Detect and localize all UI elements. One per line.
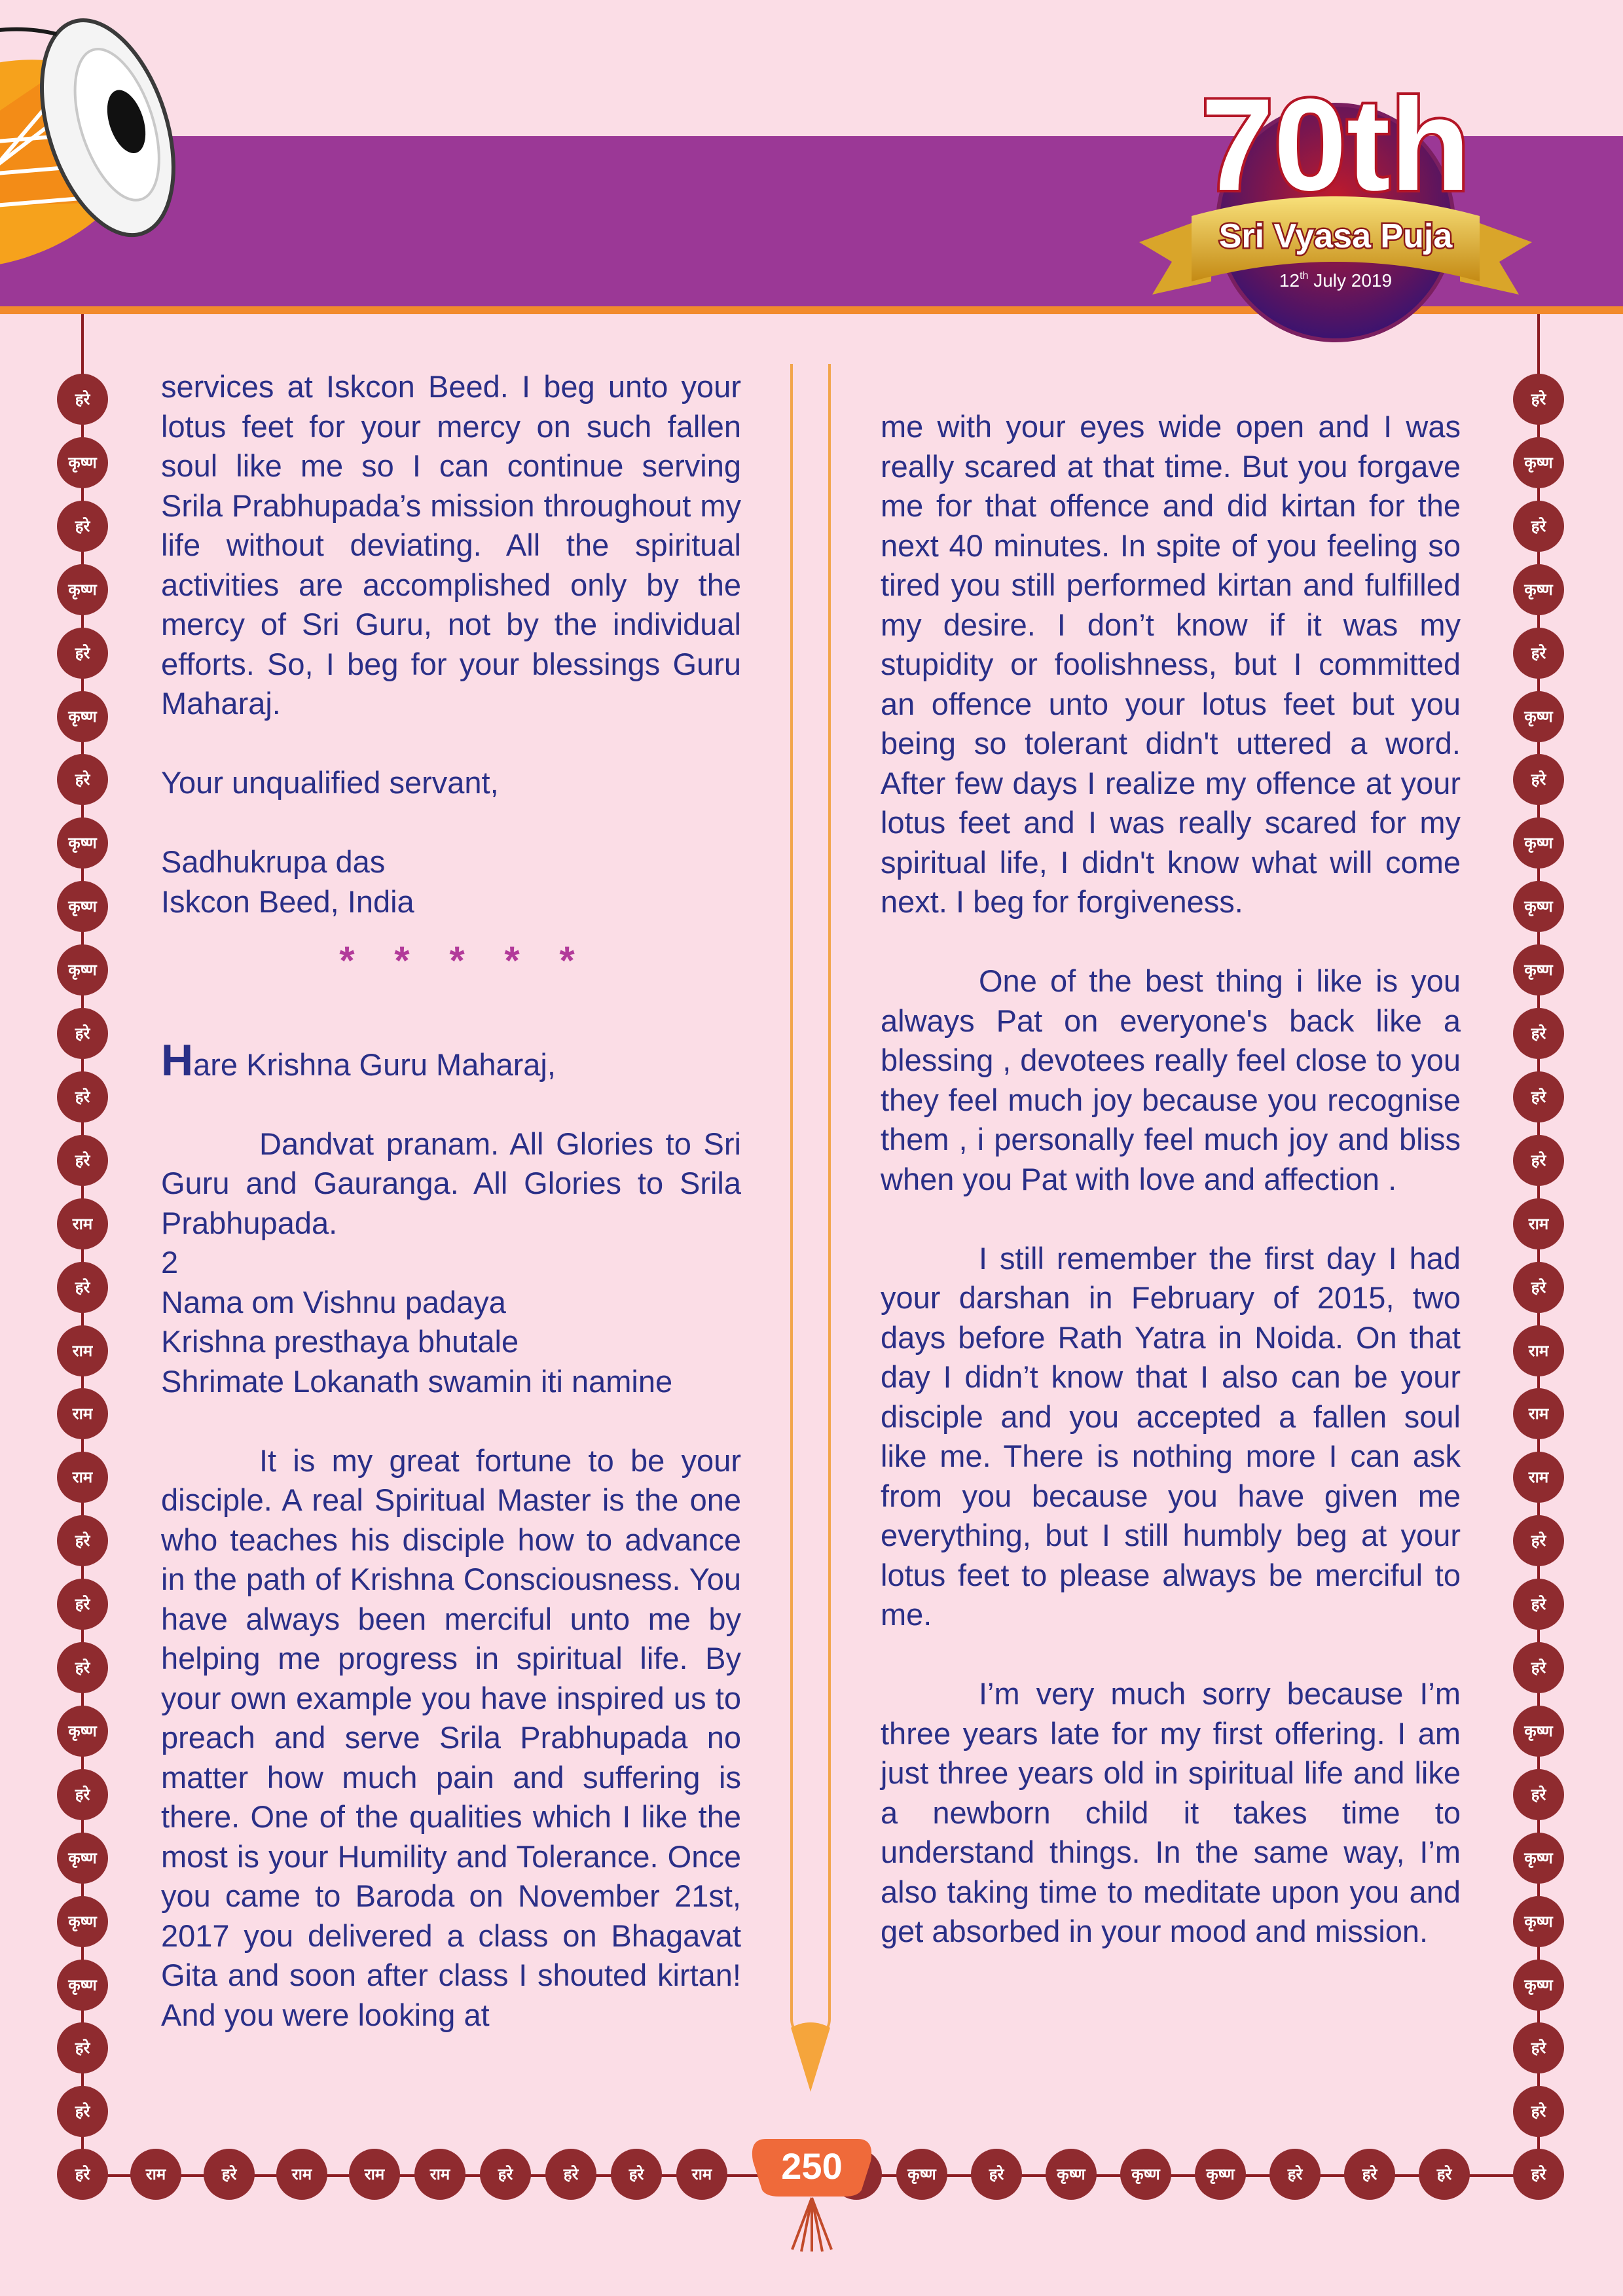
bead-label: हरे <box>75 1024 90 1043</box>
frame-bead <box>276 2149 327 2200</box>
bead-label: कृष्ण <box>68 580 97 599</box>
bead-label: हरे <box>498 2165 513 2183</box>
frame-bead <box>1269 2149 1321 2200</box>
bead-label: हरे <box>75 2039 90 2058</box>
bead-label: हरे <box>75 390 90 408</box>
frame-bead <box>1120 2149 1171 2200</box>
frame-bead <box>1195 2149 1246 2200</box>
bead-label: हरे <box>1436 2165 1452 2183</box>
frame-bead <box>1513 1833 1564 1884</box>
frame-bead <box>57 2022 108 2073</box>
frame-bead <box>1046 2149 1097 2200</box>
vyasa-puja-badge <box>1113 65 1558 353</box>
frame-bead <box>57 817 108 869</box>
right-column <box>881 407 1461 1952</box>
bead-label: हरे <box>1287 2165 1303 2183</box>
bead-label: राम <box>145 2165 166 2183</box>
frame-bead <box>57 374 108 425</box>
bead-label: हरे <box>1531 2165 1546 2183</box>
frame-bead <box>1513 1198 1564 1249</box>
bead-label: कृष्ण <box>68 1721 97 1740</box>
bead-label: हरे <box>75 1785 90 1804</box>
bead-label: कृष्ण <box>1524 1975 1553 1994</box>
bead-label: हरे <box>221 2165 237 2183</box>
frame-bead <box>57 1071 108 1122</box>
frame-bead <box>1344 2149 1395 2200</box>
bead-label: हरे <box>989 2165 1004 2183</box>
bead-label: राम <box>72 1405 93 1424</box>
bead-label: कृष्ण <box>68 1912 97 1931</box>
frame-bead <box>1513 1325 1564 1376</box>
bead-label: कृष्ण <box>1524 1912 1553 1931</box>
frame-bead <box>57 1579 108 1630</box>
frame-bead <box>1513 564 1564 615</box>
frame-bead <box>1513 628 1564 679</box>
verse-number: 2 <box>161 1245 179 1280</box>
bead-label: कृष्ण <box>1524 580 1553 599</box>
frame-bead <box>57 564 108 615</box>
section-separator: * * * * * <box>339 939 589 982</box>
bead-label: हरे <box>563 2165 579 2183</box>
frame-bead <box>57 1135 108 1186</box>
frame-bead <box>1513 2149 1564 2200</box>
bead-label: हरे <box>1531 2039 1546 2058</box>
frame-bead <box>1513 1706 1564 1757</box>
frame-bead <box>1513 1579 1564 1630</box>
bead-label: हरे <box>1531 516 1546 535</box>
bead-label: राम <box>72 1468 93 1487</box>
bead-label: हरे <box>1531 643 1546 662</box>
frame-bead <box>1513 1960 1564 2011</box>
bead-label: कृष्ण <box>68 453 97 472</box>
bead-label: कृष्ण <box>68 834 97 853</box>
frame-bead <box>57 1642 108 1693</box>
paragraph: I still remember the first day I had your darshan in February of 2015, two days before Rath Yatra in Noida. On that day I didn’t know that I also can be your disciple and you accepted a fallen soul like me. There is nothing more I can ask from you because you have given me everything, but I still humbly beg at your lotus feet to please always be merciful to me. <box>881 1240 1461 1632</box>
frame-bead <box>130 2149 181 2200</box>
frame-bead <box>57 1325 108 1376</box>
bead-label: कृष्ण <box>68 961 97 980</box>
closing-line: Your unqualified servant, <box>161 765 499 800</box>
verse-line: Krishna presthaya bhutale <box>161 1324 519 1359</box>
frame-bead <box>57 1706 108 1757</box>
bead-label: राम <box>364 2165 385 2183</box>
bead-label: कृष्ण <box>1524 1721 1553 1740</box>
frame-bead <box>57 1769 108 1820</box>
frame-bead <box>1513 1008 1564 1059</box>
bead-label: हरे <box>1531 2102 1546 2121</box>
frame-bead <box>57 1515 108 1566</box>
paragraph: It is my great fortune to be your disciple. A real Spiritual Master is the one who teaches his disciple how to advance in the path of Krishna Consciousness. You have always been merciful unto me by helping me progress in spiritual life. By your own example you have inspired us to preach and serve Srila Prabhupada no matter how much pain and suffering is there. One of the qualities which I like the most is your Humility and Tolerance. Once you came to Baroda on November 21st, 2017 you delivered a class on Bhagavat Gita and soon after class I shouted kirtan! And you were looking at <box>161 1443 741 2032</box>
frame-bead <box>57 437 108 488</box>
frame-bead <box>1513 2022 1564 2073</box>
bead-label: हरे <box>75 516 90 535</box>
frame-bead <box>57 1452 108 1503</box>
bead-label: हरे <box>1531 1659 1546 1677</box>
bead-label: हरे <box>1531 1532 1546 1551</box>
bead-label: कृष्ण <box>1524 961 1553 980</box>
frame-bead <box>57 1262 108 1313</box>
bead-label: हरे <box>1531 1151 1546 1170</box>
bead-label: हरे <box>75 2165 90 2183</box>
bead-label: राम <box>1528 1468 1549 1487</box>
frame-bead <box>57 691 108 742</box>
bead-label: राम <box>429 2165 450 2183</box>
frame-bead <box>1513 2086 1564 2137</box>
verse-line: Nama om Vishnu padaya <box>161 1284 506 1319</box>
left-column <box>161 367 741 2035</box>
bead-label: हरे <box>1531 1087 1546 1106</box>
bead-label: कृष्ण <box>1524 707 1553 726</box>
column-divider <box>790 364 831 2039</box>
bead-label: हरे <box>1531 1595 1546 1614</box>
bead-label: कृष्ण <box>68 707 97 726</box>
page-number: 250 <box>781 2145 843 2187</box>
salutation: Hare Krishna Guru Maharaj, <box>161 1035 556 1085</box>
bead-label: कृष्ण <box>1524 834 1553 853</box>
mridanga-drum-illustration <box>0 0 262 314</box>
frame-bead <box>57 2086 108 2137</box>
bead-label: कृष्ण <box>907 2165 936 2183</box>
bead-label: राम <box>72 1341 93 1360</box>
paragraph: services at Iskcon Beed. I beg unto your lotus feet for your mercy on such fallen soul like me so I can continue serving Srila Prabhupada’s mission throughout my life without deviating. All the spiritual activities are accomplished only by the mercy of Sri Guru, not by the individual efforts. So, I beg for your blessings Guru Maharaj. <box>161 369 741 721</box>
bead-label: हरे <box>1531 770 1546 789</box>
signature-name: Sadhukrupa das <box>161 844 386 879</box>
frame-bead <box>57 1388 108 1439</box>
badge-title: Sri Vyasa Puja <box>1218 217 1453 255</box>
frame-bead <box>480 2149 531 2200</box>
frame-bead <box>1513 691 1564 742</box>
frame-bead <box>57 881 108 932</box>
bead-label: कृष्ण <box>1524 1848 1553 1867</box>
bead-label: हरे <box>75 2102 90 2121</box>
bead-label: हरे <box>1362 2165 1377 2183</box>
bead-label: कृष्ण <box>68 897 97 916</box>
frame-bead <box>204 2149 255 2200</box>
frame-bead <box>57 501 108 552</box>
bead-label: हरे <box>75 1151 90 1170</box>
frame-bead <box>57 2149 108 2200</box>
bead-label: हरे <box>75 643 90 662</box>
frame-bead <box>57 628 108 679</box>
paragraph: I’m very much sorry because I’m three years late for my first offering. I am just three years old in spiritual life and like a newborn child it takes time to understand things. In the same way, I’m also taking time to meditate upon you and get absorbed in your mood and mission. <box>881 1676 1461 1948</box>
bead-label: राम <box>1528 1341 1549 1360</box>
frame-bead <box>1513 1388 1564 1439</box>
bead-label: राम <box>1528 1405 1549 1424</box>
frame-bead <box>1419 2149 1470 2200</box>
badge-number: 70th <box>1201 72 1470 218</box>
bead-label: हरे <box>1531 390 1546 408</box>
frame-bead <box>1513 1452 1564 1503</box>
divider-drop-ornament <box>788 2021 833 2093</box>
bead-label: हरे <box>1531 1024 1546 1043</box>
frame-bead <box>57 1960 108 2011</box>
bead-label: राम <box>72 1214 93 1233</box>
signature-place: Iskcon Beed, India <box>161 884 414 919</box>
frame-bead <box>57 1896 108 1947</box>
frame-bead <box>1513 1769 1564 1820</box>
frame-bead <box>1513 754 1564 805</box>
frame-bead <box>57 754 108 805</box>
frame-bead <box>1513 437 1564 488</box>
bead-label: कृष्ण <box>1206 2165 1235 2183</box>
frame-bead <box>1513 1896 1564 1947</box>
frame-bead <box>57 1833 108 1884</box>
bead-label: हरे <box>75 1087 90 1106</box>
bead-label: कृष्ण <box>68 1975 97 1994</box>
bead-label: कृष्ण <box>68 1848 97 1867</box>
frame-bead <box>545 2149 596 2200</box>
paragraph: One of the best thing i like is you always Pat on everyone's back like a blessing , devotees really feel close to you they feel much joy because you recognise them , i personally feel much joy and bliss when you Pat with love and affection . <box>881 963 1461 1196</box>
frame-bead <box>57 1008 108 1059</box>
frame-bead <box>414 2149 465 2200</box>
bead-label: राम <box>691 2165 712 2183</box>
frame-bead <box>1513 881 1564 932</box>
bead-label: राम <box>291 2165 312 2183</box>
frame-bead <box>349 2149 400 2200</box>
frame-bead <box>1513 1515 1564 1566</box>
bead-label: हरे <box>1531 1278 1546 1297</box>
frame-bead <box>971 2149 1022 2200</box>
bead-label: हरे <box>75 1532 90 1551</box>
bead-label: हरे <box>75 770 90 789</box>
bead-label: कृष्ण <box>1131 2165 1160 2183</box>
frame-bead <box>1513 1135 1564 1186</box>
drop-cap: H <box>161 1035 194 1085</box>
bead-label: कृष्ण <box>1057 2165 1085 2183</box>
bead-label: हरे <box>75 1595 90 1614</box>
frame-bead <box>611 2149 662 2200</box>
frame-bead <box>1513 1262 1564 1313</box>
frame-bead <box>1513 944 1564 996</box>
bead-label: कृष्ण <box>1524 897 1553 916</box>
paragraph: Dandvat pranam. All Glories to Sri Guru and Gauranga. All Glories to Srila Prabhupada. <box>161 1126 741 1240</box>
bead-label: हरे <box>629 2165 644 2183</box>
bead-label: हरे <box>75 1659 90 1677</box>
frame-bead <box>676 2149 727 2200</box>
frame-bead <box>1513 1642 1564 1693</box>
frame-bead <box>57 944 108 996</box>
bead-label: कृष्ण <box>1524 453 1553 472</box>
verse-line: Shrimate Lokanath swamin iti namine <box>161 1363 673 1399</box>
bead-label: राम <box>1528 1214 1549 1233</box>
badge-date: 12th July 2019 <box>1279 270 1393 291</box>
frame-bead <box>1513 374 1564 425</box>
bead-label: हरे <box>1531 1785 1546 1804</box>
paragraph: me with your eyes wide open and I was really scared at that time. But you forgave me for that offence and did kirtan for the next 40 minutes. In spite of you feeling so tired you still performed kirtan and fulfilled my desire. I don’t know if it was my stupidity or foolishness, but I committed an offence unto your lotus feet but you being so tolerant didn't uttered a word. After few days I realize my offence at your lotus feet and I was really scared for my spiritual life, I didn't know what will come next. I beg for forgiveness. <box>881 409 1461 919</box>
frame-bead <box>896 2149 947 2200</box>
bead-label: हरे <box>75 1278 90 1297</box>
frame-bead <box>1513 501 1564 552</box>
frame-bead <box>1513 817 1564 869</box>
frame-bead <box>1513 1071 1564 1122</box>
frame-bead <box>57 1198 108 1249</box>
